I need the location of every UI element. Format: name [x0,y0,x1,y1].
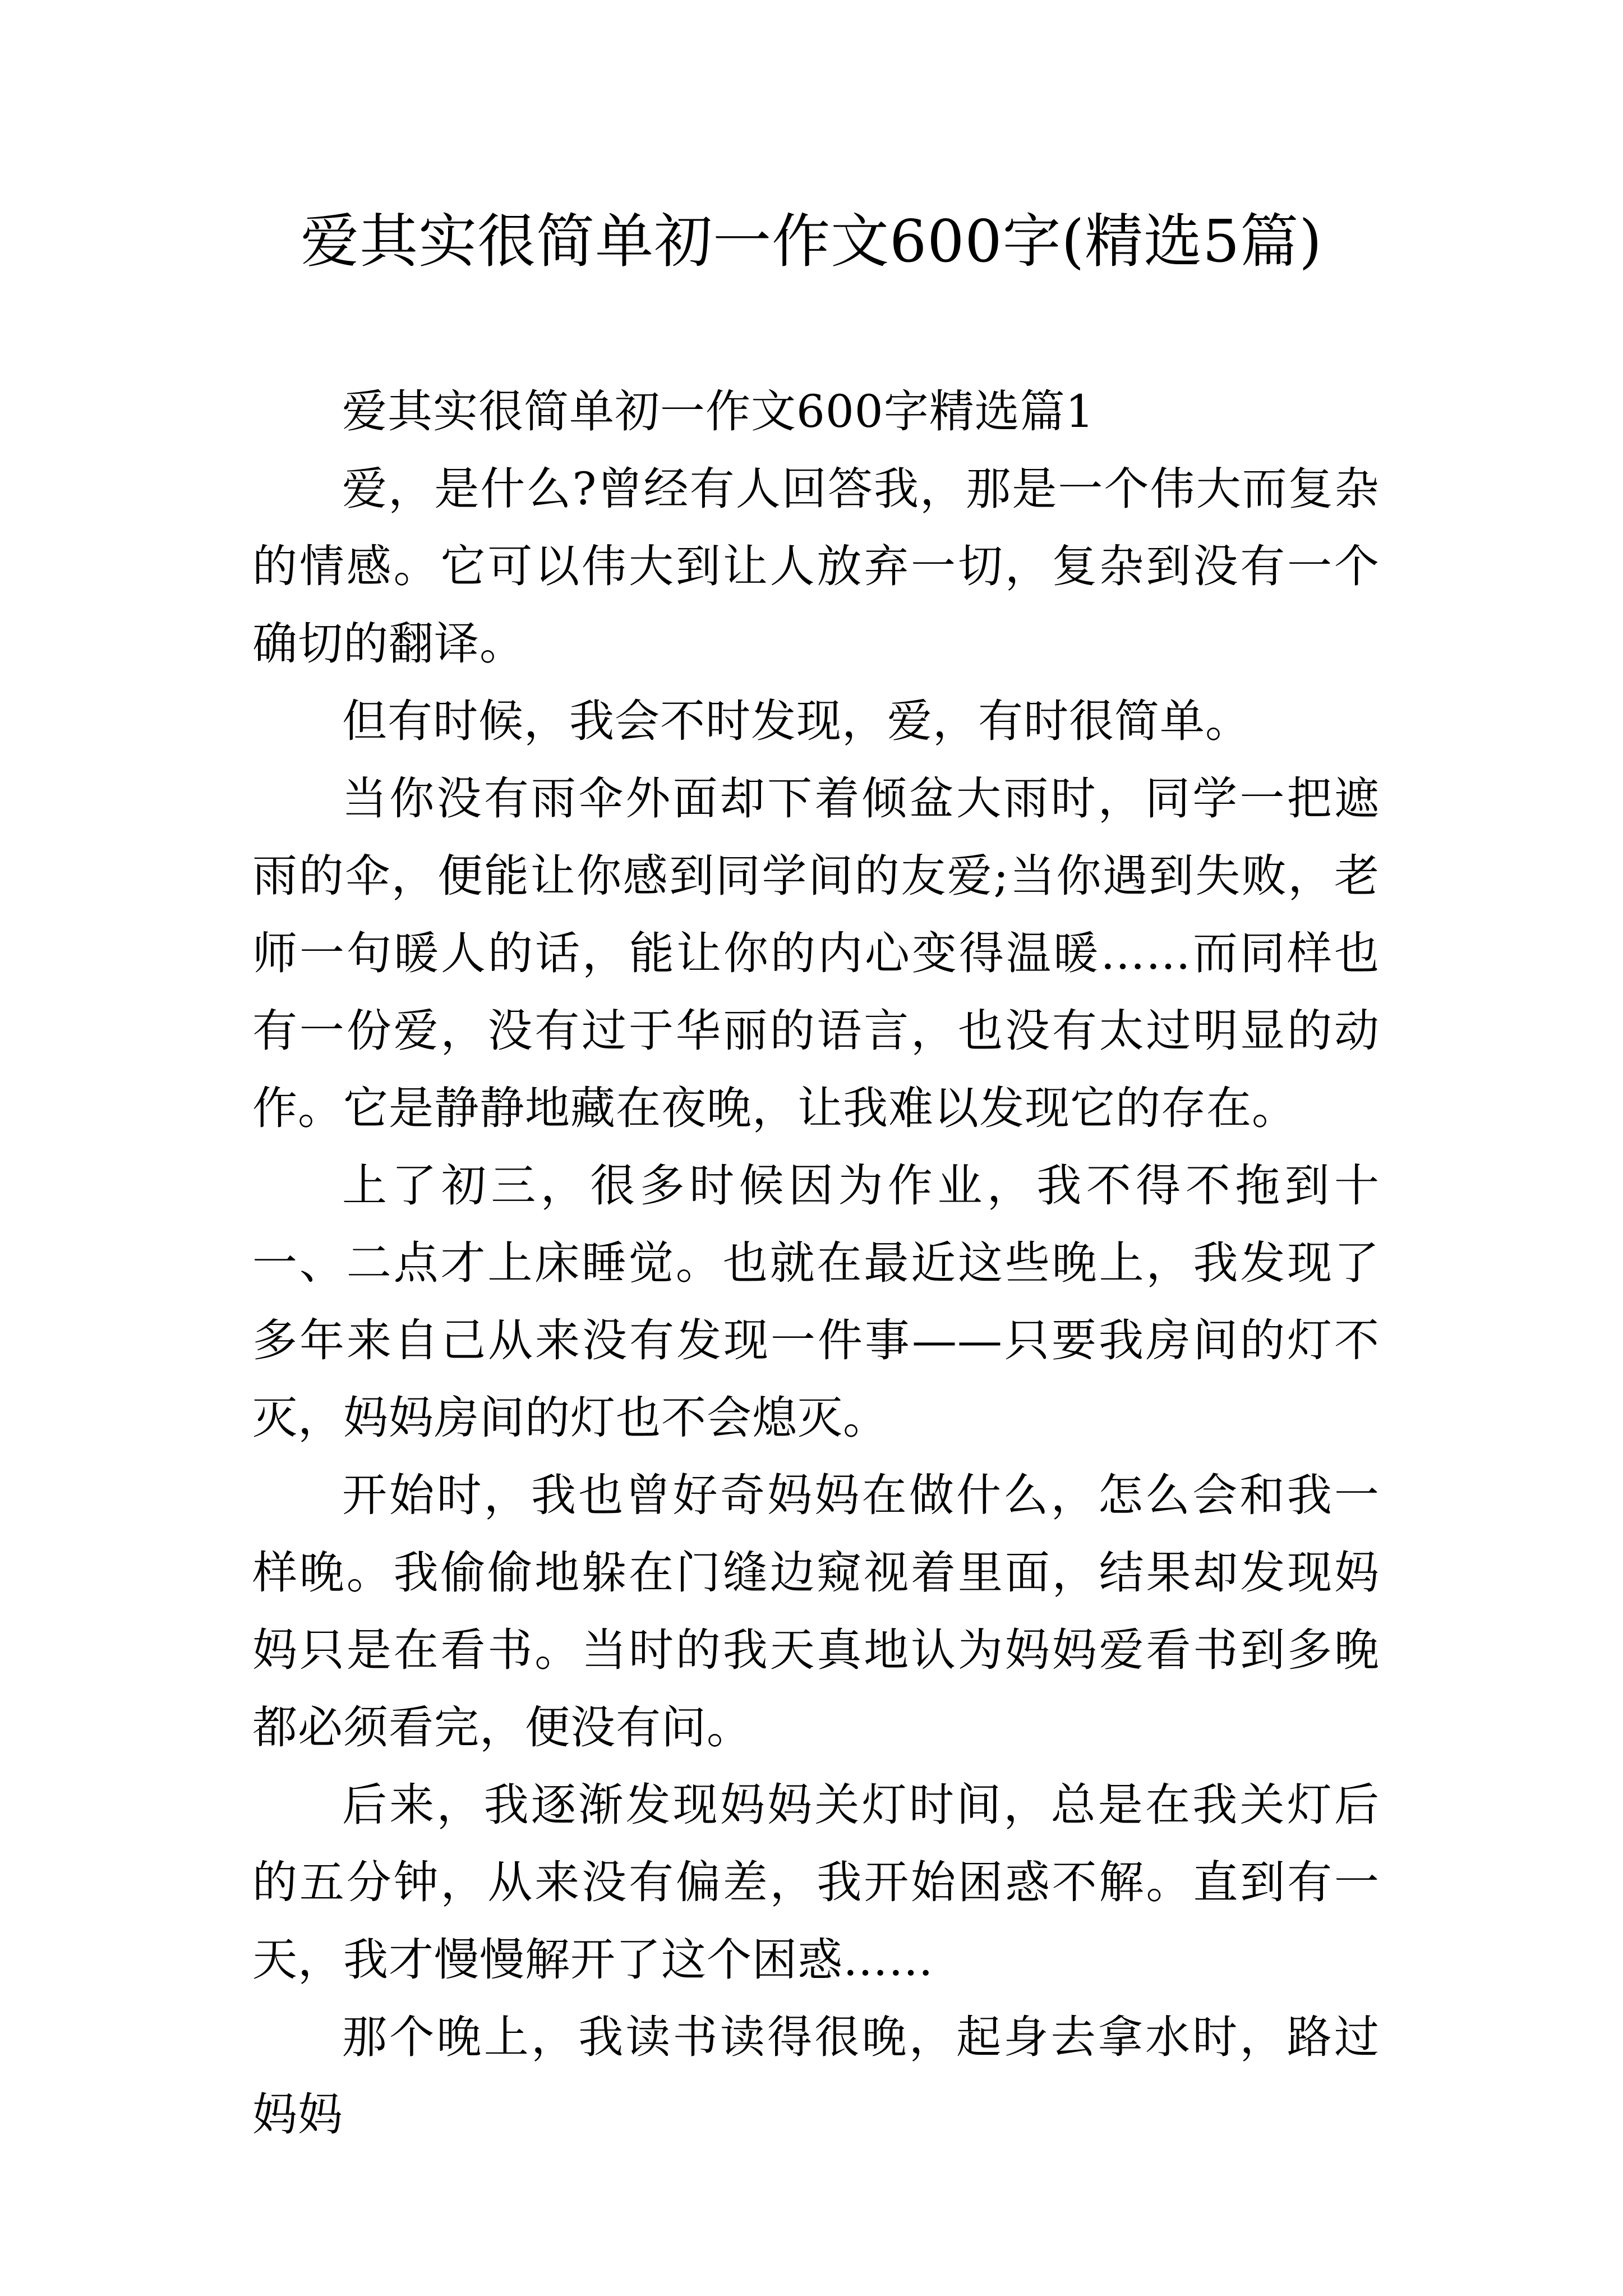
section-heading: 爱其实很简单初一作文600字精选篇1 [342,385,1095,438]
paragraph: 那个晚上，我读书读得很晚，起身去拿水时，路过妈妈 [252,2011,1380,2141]
paragraph: 爱，是什么?曾经有人回答我，那是一个伟大而复杂的情感。它可以伟大到让人放弃一切，复杂到没有一个确切的翻译。 [252,463,1380,670]
document-title: 爱其实很简单初一作文600字(精选5篇) [301,207,1322,275]
paragraph: 后来，我逐渐发现妈妈关灯时间，总是在我关灯后的五分钟，从来没有偏差，我开始困惑不解。直到有一天，我才慢慢解开了这个困惑…… [252,1779,1380,1986]
paragraph: 当你没有雨伞外面却下着倾盆大雨时，同学一把遮雨的伞，便能让你感到同学间的友爱;当你遇到失败，老师一句暖人的话，能让你的内心变得温暖……而同样也有一份爱，没有过于华丽的语言，也没有太过明显的动作。它是静静地藏在夜晚，让我难以发现它的存在。 [252,772,1380,1134]
paragraph: 但有时候，我会不时发现，爱，有时很简单。 [342,695,1251,747]
essay-body [252,373,1380,2154]
paragraph: 开始时，我也曾好奇妈妈在做什么，怎么会和我一样晚。我偷偷地躲在门缝边窥视着里面，结果却发现妈妈只是在看书。当时的我天真地认为妈妈爱看书到多晚都必须看完，便没有问。 [252,1469,1380,1754]
paragraph: 上了初三，很多时候因为作业，我不得不拖到十一、二点才上床睡觉。也就在最近这些晚上，我发现了多年来自己从来没有发现一件事——只要我房间的灯不灭，妈妈房间的灯也不会熄灭。 [252,1159,1380,1444]
